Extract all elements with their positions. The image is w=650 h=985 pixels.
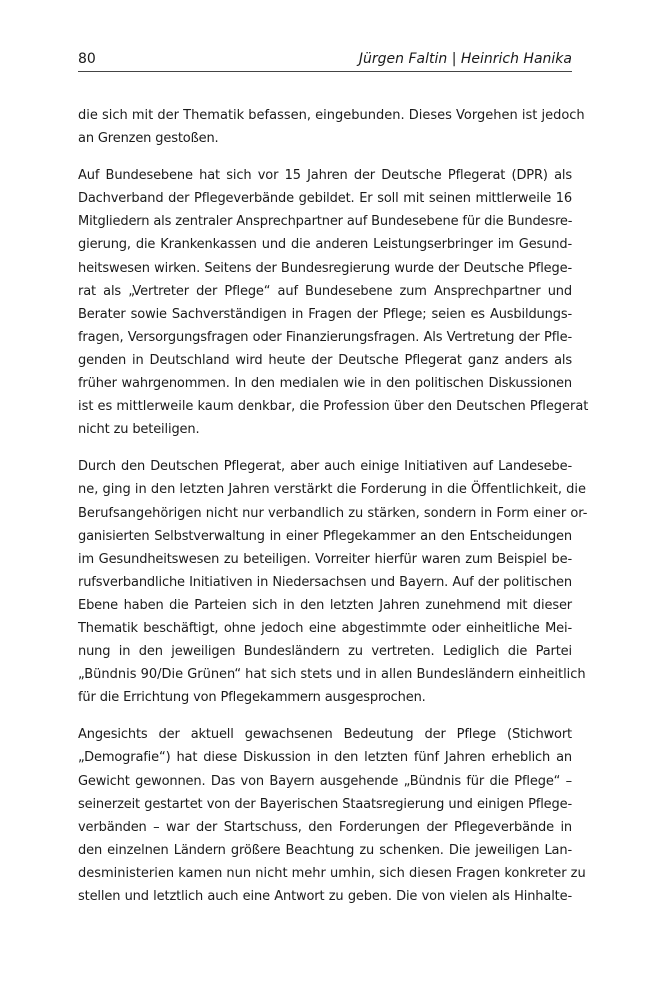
text-line: rat als „Vertreter der Pflege“ auf Bundesebene zum Ansprechpartner und	[78, 283, 572, 299]
text-line: Dachverband der Pflegeverbände gebildet. Er soll mit seinen mittlerweile 16	[78, 191, 572, 207]
text-line: ne, ging in den letzten Jahren verstärkt die Forderung in die Öffentlichkeit, die	[78, 482, 586, 498]
text-line: genden in Deutschland wird heute der Deutsche Pflegerat ganz anders als	[78, 352, 572, 368]
text-line: Angesichts der aktuell gewachsenen Bedeutung der Pflege (Stichwort	[78, 727, 572, 743]
text-line: Ebene haben die Parteien sich in den letzten Jahren zunehmend mit dieser	[78, 597, 572, 613]
text-line: fragen, Versorgungsfragen oder Finanzierungsfragen. Als Vertretung der Pfle-	[78, 329, 572, 345]
body-text	[78, 104, 589, 922]
paragraph	[78, 164, 589, 441]
text-line: nung in den jeweiligen Bundesländern zu vertreten. Lediglich die Partei	[78, 644, 572, 660]
text-line: ist es mittlerweile kaum denkbar, die Profession über den Deutschen Pflegerat	[78, 399, 589, 415]
text-line: verbänden – war der Startschuss, den Forderungen der Pflegeverbände in	[78, 819, 572, 835]
text-line: im Gesundheitswesen zu beteiligen. Vorreiter hierfür waren zum Beispiel be-	[78, 551, 572, 567]
text-line: Berater sowie Sachverständigen in Fragen der Pflege; seien es Ausbildungs-	[78, 306, 572, 322]
text-line: den einzelnen Ländern größere Beachtung zu schenken. Die jeweiligen Lan-	[78, 842, 572, 858]
text-line: heitswesen wirken. Seitens der Bundesregierung wurde der Deutsche Pflege-	[78, 260, 572, 276]
text-line: stellen und letztlich auch eine Antwort zu geben. Die von vielen als Hinhalte-	[78, 889, 572, 904]
text-line: Mitgliedern als zentraler Ansprechpartner auf Bundesebene für die Bundesre-	[78, 214, 573, 230]
paragraph	[78, 455, 588, 709]
text-line: an Grenzen gestoßen.	[78, 131, 219, 147]
text-line: für die Errichtung von Pflegekammern ausgesprochen.	[78, 690, 426, 706]
page-number: 80	[78, 51, 96, 67]
text-line: desministerien kamen nun nicht mehr umhin, sich diesen Fragen konkreter zu	[78, 865, 586, 881]
text-line: Auf Bundesebene hat sich vor 15 Jahren der Deutsche Pflegerat (DPR) als	[78, 168, 572, 184]
text-line: gierung, die Krankenkassen und die anderen Leistungserbringer im Gesund-	[78, 237, 572, 253]
text-line: Durch den Deutschen Pflegerat, aber auch einige Initiativen auf Landesebe-	[78, 459, 572, 475]
text-line: Gewicht gewonnen. Das von Bayern ausgehende „Bündnis für die Pflege“ –	[78, 773, 572, 789]
text-line: rufsverbandliche Initiativen in Niedersachsen und Bayern. Auf der politischen	[78, 574, 572, 590]
paragraph	[78, 723, 586, 908]
running-head-authors: Jürgen Faltin | Heinrich Hanika	[358, 51, 572, 67]
text-line: seinerzeit gestartet von der Bayerischen Staatsregierung und einigen Pflege-	[78, 796, 572, 812]
page-header	[78, 51, 572, 72]
text-line: die sich mit der Thematik befassen, eingebunden. Dieses Vorgehen ist jedoch	[78, 108, 585, 123]
text-line: Berufsangehörigen nicht nur verbandlich zu stärken, sondern in Form einer or-	[78, 505, 588, 521]
text-line: Thematik beschäftigt, ohne jedoch eine abgestimmte oder einheitliche Mei-	[78, 620, 572, 636]
text-line: „Bündnis 90/Die Grünen“ hat sich stets und in allen Bundesländern einheitlich	[78, 667, 586, 683]
text-line: ganisierten Selbstverwaltung in einer Pflegekammer an den Entscheidungen	[78, 528, 572, 544]
text-line: früher wahrgenommen. In den medialen wie in den politischen Diskussionen	[78, 376, 572, 392]
text-line: „Demografie“) hat diese Diskussion in den letzten fünf Jahren erheblich an	[78, 750, 572, 766]
paragraph	[78, 104, 585, 150]
text-line: nicht zu beteiligen.	[78, 422, 200, 438]
